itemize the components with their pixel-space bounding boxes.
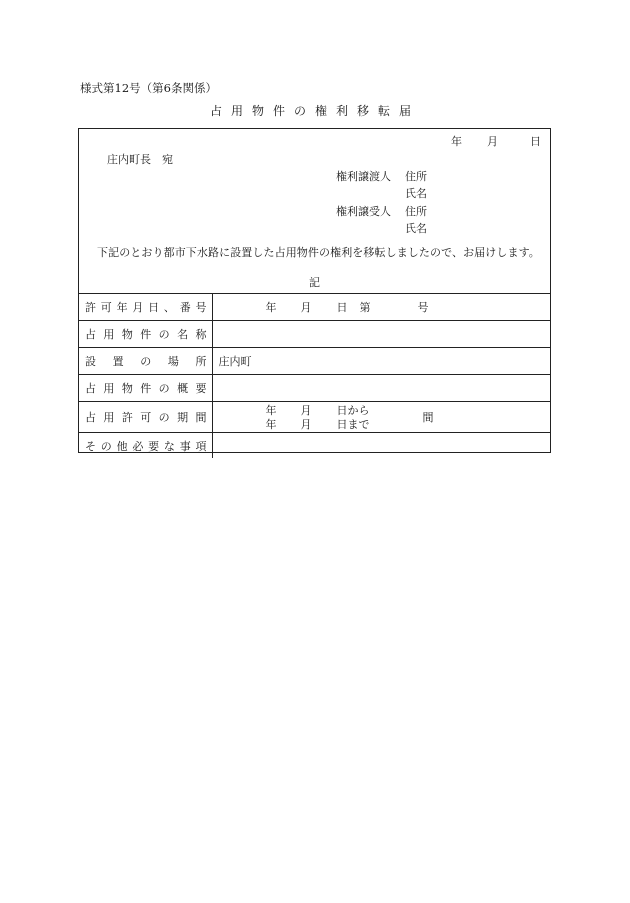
date-day-label: 日	[530, 135, 541, 148]
addressee: 庄内町長 宛	[107, 153, 173, 166]
date-month-label: 月	[487, 135, 498, 148]
period-to-day-label: 日まで	[336, 418, 370, 431]
period-from-year-label: 年	[265, 404, 277, 417]
object-summary-label: 占用物件の概要	[79, 375, 212, 402]
date-year-label: 年	[451, 135, 462, 148]
assignee-label: 権利譲受人	[336, 205, 391, 218]
table-row	[79, 402, 550, 433]
submission-date	[451, 135, 541, 149]
period-from-month-label: 月	[300, 404, 312, 417]
permit-value[interactable]	[212, 294, 550, 321]
permit-label: 許可年月日、番号	[79, 294, 212, 321]
permit-year-label: 年	[265, 301, 277, 314]
permit-month-label: 月	[300, 301, 312, 314]
period-value[interactable]	[212, 402, 550, 433]
assignor-label: 権利譲渡人	[336, 170, 391, 183]
location-label: 設置の場所	[79, 348, 212, 375]
other-matters-value[interactable]	[212, 433, 550, 459]
table-row	[79, 375, 550, 402]
notification-body: 下記のとおり都市下水路に設置した占用物件の権利を移転しましたので、お届けします。	[97, 246, 540, 259]
period-to-year-label: 年	[265, 418, 277, 431]
table-row	[79, 433, 550, 459]
object-summary-value[interactable]	[212, 375, 550, 402]
table-row	[79, 294, 550, 321]
period-label: 占用許可の期間	[79, 402, 212, 433]
permit-day-label: 日	[336, 301, 348, 314]
period-kan-label: 間	[422, 411, 434, 424]
document-title: 占用物件の権利移転届	[209, 104, 420, 118]
assignee-name-label: 氏名	[405, 222, 427, 235]
permit-dai-label: 第	[359, 301, 371, 314]
period-from-day-label: 日から	[336, 404, 370, 417]
location-value[interactable]: 庄内町	[212, 348, 550, 375]
assignor-address-label: 住所	[405, 170, 427, 183]
table-row	[79, 321, 550, 348]
assignee-address-label: 住所	[405, 205, 427, 218]
object-name-label: 占用物件の名称	[79, 321, 212, 348]
assignor-name-label: 氏名	[405, 187, 427, 200]
period-to-month-label: 月	[300, 418, 312, 431]
ki-heading: 記	[309, 276, 320, 289]
form-frame	[78, 128, 551, 453]
record-table	[79, 293, 550, 458]
form-number: 様式第12号（第6条関係）	[80, 81, 217, 95]
other-matters-label: その他必要な事項	[79, 433, 212, 459]
object-name-value[interactable]	[212, 321, 550, 348]
permit-go-label: 号	[417, 301, 429, 314]
table-row	[79, 348, 550, 375]
